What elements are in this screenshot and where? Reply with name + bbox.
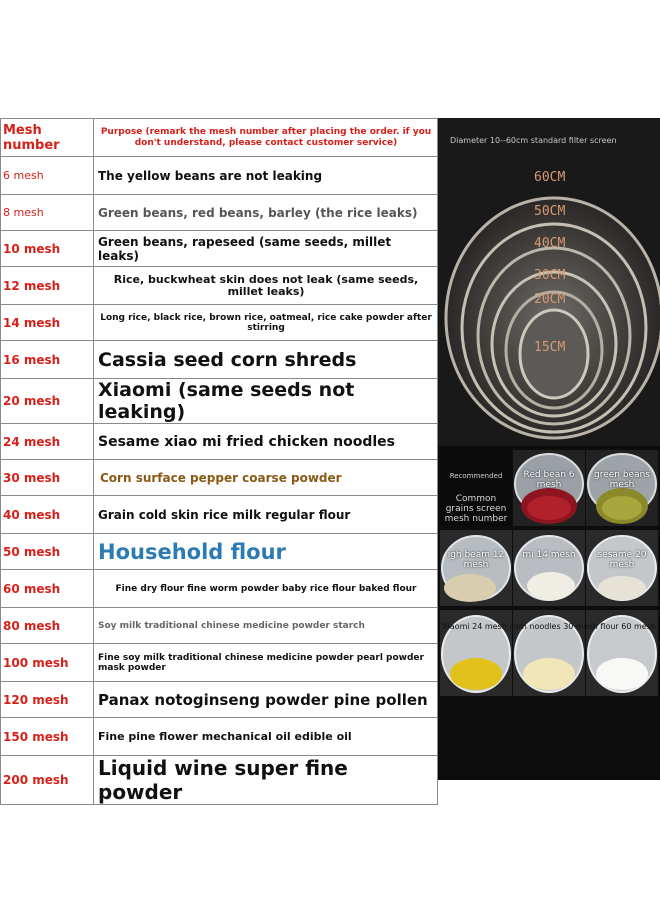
table-row [1, 231, 438, 267]
purpose-cell: Fine dry flour fine worm powder baby rice flour baked flour [94, 570, 438, 608]
intro-tile [440, 450, 512, 526]
table-row [1, 756, 438, 805]
mesh-cell: 200 mesh [1, 756, 94, 805]
table-row [1, 157, 438, 195]
tile-label: mi 14 mesh [522, 550, 576, 560]
mesh-cell: 14 mesh [1, 305, 94, 341]
mesh-cell: 40 mesh [1, 496, 94, 534]
table-row [1, 305, 438, 341]
mesh-cell: 100 mesh [1, 644, 94, 682]
header-purpose: Purpose (remark the mesh number after placing the order. if you don't understand, please contact customer service) [94, 119, 438, 157]
table-row [1, 341, 438, 379]
table-row [1, 496, 438, 534]
intro-text: Common grains screen mesh number [444, 494, 508, 524]
intro-recommended: Recommended [449, 472, 503, 480]
mesh-cell: 12 mesh [1, 267, 94, 305]
table-row [1, 424, 438, 460]
purpose-cell: Xiaomi (same seeds not leaking) [94, 379, 438, 424]
bottom-row-label: Xiaomi 24 mesh corn noodles 30 mesh flour 60 mesh [442, 622, 656, 631]
table-row [1, 718, 438, 756]
mesh-cell: 30 mesh [1, 460, 94, 496]
size-label: 15CM [534, 340, 566, 355]
tile-label: igh beam 12 mesh [447, 550, 505, 570]
rice-tile [513, 530, 585, 606]
mesh-table [0, 118, 438, 805]
mesh-cell: 24 mesh [1, 424, 94, 460]
size-label: 60CM [534, 170, 566, 185]
mesh-cell: 150 mesh [1, 718, 94, 756]
table-row [1, 460, 438, 496]
purpose-cell: Grain cold skin rice milk regular flour [94, 496, 438, 534]
red-bean-tile [513, 450, 585, 526]
purpose-cell: Green beans, rapeseed (same seeds, millet leaks) [94, 231, 438, 267]
table-row [1, 644, 438, 682]
table-row [1, 195, 438, 231]
purpose-cell: Green beans, red beans, barley (the rice leaks) [94, 195, 438, 231]
purpose-cell: Long rice, black rice, brown rice, oatmeal, rice cake powder after stirring [94, 305, 438, 341]
tile-label: Red bean 6 mesh [523, 470, 575, 490]
purpose-cell: Soy milk traditional chinese medicine powder starch [94, 608, 438, 644]
size-label: 30CM [534, 268, 566, 283]
table-row [1, 267, 438, 305]
purpose-cell: Fine soy milk traditional chinese medicine powder pearl powder mask powder [94, 644, 438, 682]
green-bean-tile [586, 450, 658, 526]
mesh-cell: 120 mesh [1, 682, 94, 718]
mesh-cell: 16 mesh [1, 341, 94, 379]
mesh-cell: 50 mesh [1, 534, 94, 570]
purpose-cell: Cassia seed corn shreds [94, 341, 438, 379]
purpose-cell: Rice, buckwheat skin does not leak (same seeds, millet leaks) [94, 267, 438, 305]
purpose-cell: Panax notoginseng powder pine pollen [94, 682, 438, 718]
tile-label: green beans mesh [593, 470, 650, 490]
sesame-tile [586, 530, 658, 606]
purpose-cell: Household flour [94, 534, 438, 570]
table-row [1, 608, 438, 644]
sieve-caption: Diameter 10--60cm standard filter screen [450, 136, 617, 145]
purpose-cell: Corn surface pepper coarse powder [94, 460, 438, 496]
size-label: 40CM [534, 236, 566, 251]
table-row [1, 534, 438, 570]
mesh-cell: 8 mesh [1, 195, 94, 231]
grain-samples-grid [438, 446, 660, 780]
table-header-row [1, 119, 438, 157]
tile-label: sesame 20 mesh [597, 550, 647, 570]
purpose-cell: Sesame xiao mi fried chicken noodles [94, 424, 438, 460]
size-label: 50CM [534, 204, 566, 219]
mesh-cell: 80 mesh [1, 608, 94, 644]
table-row [1, 379, 438, 424]
header-mesh-number: Mesh number [1, 119, 94, 157]
mesh-cell: 6 mesh [1, 157, 94, 195]
mesh-cell: 20 mesh [1, 379, 94, 424]
table-row [1, 570, 438, 608]
mesh-cell: 10 mesh [1, 231, 94, 267]
sieve-sizes-photo [438, 118, 660, 446]
purpose-cell: Fine pine flower mechanical oil edible oil [94, 718, 438, 756]
table-row [1, 682, 438, 718]
size-label: 20CM [534, 292, 566, 307]
barley-tile [440, 530, 512, 606]
mesh-cell: 60 mesh [1, 570, 94, 608]
purpose-cell: The yellow beans are not leaking [94, 157, 438, 195]
purpose-cell: Liquid wine super fine powder [94, 756, 438, 805]
